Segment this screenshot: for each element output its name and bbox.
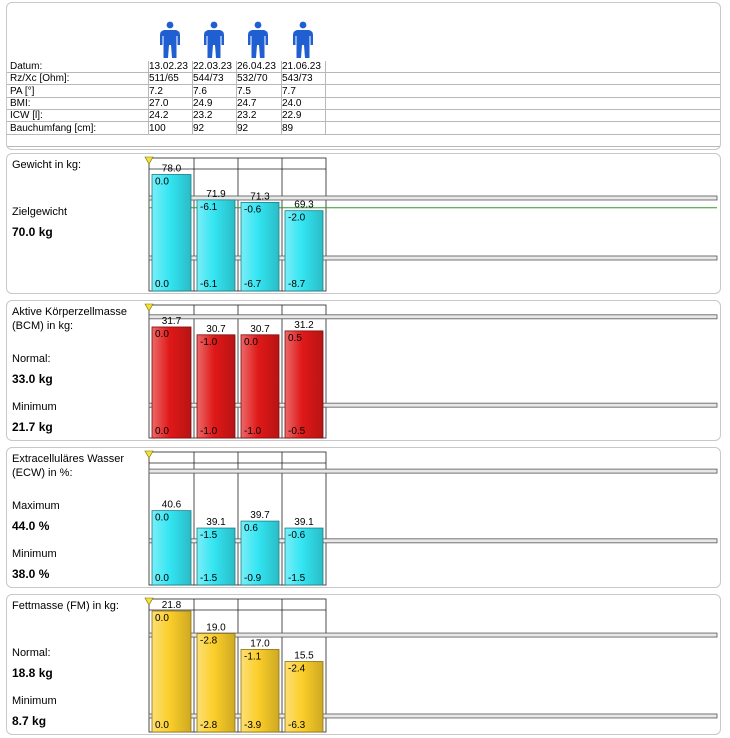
row-label: BMI: <box>10 97 31 109</box>
delta-first-label: -1.5 <box>200 573 218 584</box>
value-label: 31.2 <box>294 319 314 331</box>
delta-previous-label: -2.0 <box>288 212 306 224</box>
delta-previous-label: -1.5 <box>200 530 218 542</box>
maximum-reference-band <box>149 469 717 473</box>
delta-first-label: 0.0 <box>155 720 169 731</box>
table-column-divider <box>148 61 149 135</box>
panel-title: Fettmasse (FM) in kg: <box>12 600 119 612</box>
delta-first-label: -0.9 <box>244 573 262 584</box>
bar <box>197 633 235 732</box>
delta-previous-label: -2.4 <box>288 663 306 675</box>
bar <box>241 202 279 291</box>
table-row-divider <box>7 146 720 147</box>
table-row-divider <box>7 84 720 85</box>
panel-title: Aktive Körperzellmasse (BCM) in kg: <box>12 306 127 332</box>
table-row-divider <box>7 97 720 98</box>
minimum-label: Minimum <box>12 695 57 707</box>
bar <box>197 200 235 291</box>
minimum-label: Minimum <box>12 548 57 560</box>
panel-title: Extracelluläres Wasser (ECW) in %: <box>12 453 125 479</box>
measurement-table-panel: Datum: 13.02.23 22.03.23 26.04.23 21.06.23 Rz/Xc [Ohm]: 511/65 544/73 532/70 543/73 PA [°] 7.2 7.6 7.5 7.7 BMI: 27.0 24.9 24.7 24.0 ICW [l]: 24.2 23.2 23.2 22.9 Bauchumfang [cm]: 100 92 92 89 <box>6 2 721 150</box>
date-cell: 26.04.23 <box>237 61 276 72</box>
table-cell: 100 <box>149 122 166 134</box>
table-cell: 544/73 <box>193 73 224 85</box>
minimum-value: 8.7 kg <box>12 714 47 728</box>
table-row-divider <box>7 109 720 110</box>
table-cell: 511/65 <box>149 73 179 85</box>
table-cell: 24.0 <box>282 97 302 109</box>
table-cell: 532/70 <box>237 73 268 85</box>
table-row-divider <box>7 134 720 135</box>
normal-label: Normal: <box>12 647 51 659</box>
ecw-chart <box>7 448 722 589</box>
value-label: 71.9 <box>206 188 226 200</box>
bar <box>197 335 235 438</box>
table-column-divider <box>192 61 193 135</box>
minimum-value: 38.0 % <box>12 567 50 581</box>
row-label: PA [°] <box>10 85 35 97</box>
table-cell: 7.7 <box>282 85 296 97</box>
table-cell: 27.0 <box>149 97 169 109</box>
panel-title: Gewicht in kg: <box>12 159 82 171</box>
bcm-panel <box>6 300 721 441</box>
delta-first-label: -6.7 <box>244 279 262 290</box>
value-label: 31.7 <box>161 315 182 327</box>
table-cell: 89 <box>282 122 294 134</box>
minimum-label: Minimum <box>12 401 57 413</box>
marker-triangle-icon <box>145 157 153 164</box>
value-label: 30.7 <box>206 323 226 335</box>
table-cell: 23.2 <box>193 110 213 122</box>
delta-first-label: 0.0 <box>155 426 169 437</box>
delta-first-label: 0.0 <box>155 573 169 584</box>
table-cell: 24.7 <box>237 97 257 109</box>
row-label: Bauchumfang [cm]: <box>10 122 97 134</box>
delta-previous-label: -0.6 <box>288 530 306 542</box>
delta-previous-label: -1.0 <box>200 336 218 348</box>
row-label: Rz/Xc [Ohm]: <box>10 73 70 85</box>
delta-previous-label: 0.0 <box>155 613 169 625</box>
value-label: 21.8 <box>161 600 182 612</box>
value-label: 71.3 <box>250 191 270 203</box>
reference-band <box>149 196 717 200</box>
delta-previous-label: 0.5 <box>288 332 302 344</box>
marker-triangle-icon <box>145 304 153 311</box>
normal-reference-band <box>149 315 717 319</box>
normal-value: 33.0 kg <box>12 372 53 386</box>
value-label: 19.0 <box>206 622 226 634</box>
delta-previous-label: -2.8 <box>200 635 218 647</box>
table-cell: 7.6 <box>193 85 207 97</box>
delta-first-label: -6.3 <box>288 720 306 731</box>
value-label: 40.6 <box>161 499 182 511</box>
table-cell: 92 <box>193 122 205 134</box>
delta-first-label: -1.5 <box>288 573 306 584</box>
marker-triangle-icon <box>145 451 153 458</box>
table-row-divider <box>7 121 720 122</box>
bar <box>152 611 191 732</box>
bar <box>241 335 279 438</box>
value-label: 69.3 <box>294 199 314 211</box>
bcm-chart <box>7 301 722 442</box>
table-cell: 92 <box>237 122 249 134</box>
delta-first-label: -1.0 <box>244 426 262 437</box>
table-column-divider <box>325 61 326 135</box>
delta-previous-label: -0.6 <box>244 204 262 216</box>
weight-panel <box>6 153 721 294</box>
weight-chart <box>7 154 722 295</box>
bar <box>152 327 191 438</box>
date-cell: 22.03.23 <box>193 61 232 72</box>
person-figure-icon <box>202 21 226 62</box>
marker-triangle-icon <box>145 598 153 605</box>
table-cell: 543/73 <box>282 73 313 85</box>
date-cell: 13.02.23 <box>149 61 188 72</box>
value-label: 17.0 <box>250 638 270 650</box>
bar <box>285 331 323 438</box>
table-cell: 24.9 <box>193 97 213 109</box>
table-cell: 24.2 <box>149 110 169 122</box>
delta-first-label: -3.9 <box>244 720 262 731</box>
maximum-label: Maximum <box>12 500 60 512</box>
value-label: 39.7 <box>250 510 270 522</box>
bar <box>152 174 191 291</box>
row-label: ICW [l]: <box>10 110 43 122</box>
table-column-divider <box>281 61 282 135</box>
delta-previous-label: 0.0 <box>155 512 169 524</box>
table-column-divider <box>236 61 237 135</box>
delta-first-label: -6.1 <box>200 279 218 290</box>
ecw-panel <box>6 447 721 588</box>
value-label: 78.0 <box>161 163 182 175</box>
delta-first-label: 0.0 <box>155 279 169 290</box>
delta-first-label: -2.8 <box>200 720 218 731</box>
person-figure-icon <box>291 21 315 62</box>
delta-previous-label: 0.0 <box>155 176 169 188</box>
value-label: 39.1 <box>294 517 314 529</box>
minimum-value: 21.7 kg <box>12 420 53 434</box>
maximum-value: 44.0 % <box>12 519 50 533</box>
target-weight-value: 70.0 kg <box>12 225 53 239</box>
table-cell: 7.5 <box>237 85 251 97</box>
value-label: 15.5 <box>294 650 314 662</box>
normal-label: Normal: <box>12 353 51 365</box>
fat-mass-panel <box>6 594 721 735</box>
value-label: 30.7 <box>250 323 270 335</box>
table-cell: 7.2 <box>149 85 163 97</box>
table-cell: 23.2 <box>237 110 257 122</box>
delta-previous-label: 0.0 <box>244 336 258 348</box>
delta-first-label: -8.7 <box>288 279 306 290</box>
target-weight-label: Zielgewicht <box>12 206 68 218</box>
delta-previous-label: 0.0 <box>155 328 169 340</box>
normal-value: 18.8 kg <box>12 666 53 680</box>
delta-first-label: -1.0 <box>200 426 218 437</box>
fat-mass-chart <box>7 595 722 736</box>
delta-previous-label: 0.6 <box>244 523 258 535</box>
delta-first-label: -0.5 <box>288 426 306 437</box>
delta-previous-label: -1.1 <box>244 651 262 663</box>
table-cell: 22.9 <box>282 110 302 122</box>
value-label: 39.1 <box>206 517 226 529</box>
table-row-divider <box>7 72 720 73</box>
delta-previous-label: -6.1 <box>200 201 218 213</box>
person-figure-icon <box>158 21 182 62</box>
person-figure-icon <box>246 21 270 62</box>
date-cell: 21.06.23 <box>282 61 321 72</box>
